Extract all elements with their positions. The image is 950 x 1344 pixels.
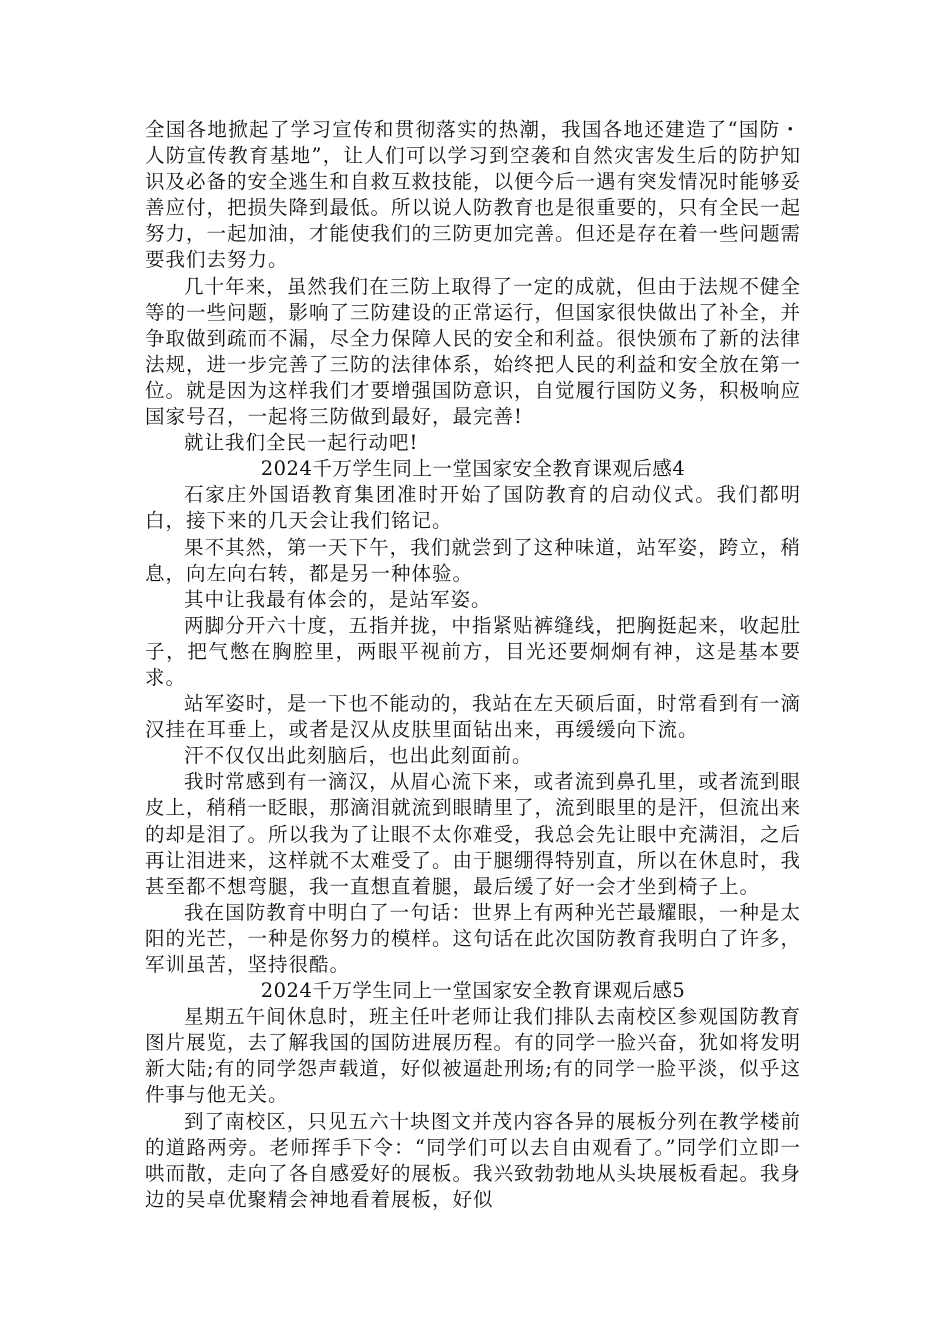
paragraph: 其中让我最有体会的，是站军姿。: [184, 587, 492, 611]
paragraph: 就让我们全民一起行动吧!: [184, 431, 419, 455]
paragraph: 汗不仅仅出此刻脑后，也出此刻面前。: [184, 744, 533, 768]
document-page: [145, 117, 801, 1213]
paragraph: 我时常感到有一滴汉，从眉心流下来，或者流到鼻孔里，或者流到眼皮上，稍稍一眨眼，那滴泪就流到眼睛里了，流到眼里的是汗，但流出来的却是泪了。所以我为了让眼不太你难受，我总会先让眼中充满泪，之后再让泪进来，这样就不太难受了。由于腿绷得特别直，所以在休息时，我甚至都不想弯腿，我一直想直着腿，最后缓了好一会才坐到椅子上。: [145, 770, 802, 898]
paragraph: 几十年来，虽然我们在三防上取得了一定的成就，但由于法规不健全等的一些问题，影响了三防建设的正常运行，但国家很快做出了补全，并争取做到疏而不漏，尽全力保障人民的安全和利益。很快颁布了新的法律法规，进一步完善了三防的法律体系，始终把人民的利益和安全放在第一位。就是因为这样我们才要增强国防意识，自觉履行国防义务，积极响应国家号召，一起将三防做到最好，最完善!: [145, 274, 802, 429]
paragraph: 两脚分开六十度，五指并拢，中指紧贴裤缝线，把胸挺起来，收起肚子，把气憋在胸腔里，两眼平视前方，目光还要炯炯有神，这是基本要求。: [145, 613, 801, 689]
paragraph: 星期五午间休息时，班主任叶老师让我们排队去南校区参观国防教育图片展览，去了解我国的国防进展历程。有的同学一脸兴奋，犹如将发明新大陆;有的同学怨声载道，好似被逼赴刑场;有的同学一脸平淡，似乎这件事与他无关。: [145, 1005, 802, 1107]
paragraph: 果不其然，第一天下午，我们就尝到了这种味道，站军姿，跨立，稍息，向左向右转，都是另一种体验。: [145, 535, 801, 585]
paragraph: 石家庄外国语教育集团准时开始了国防教育的启动仪式。我们都明白，接下来的几天会让我们铭记。: [145, 483, 801, 533]
section-heading: 2024千万学生同上一堂国家安全教育课观后感5: [260, 979, 686, 1003]
paragraph: 我在国防教育中明白了一句话：世界上有两种光芒最耀眼，一种是太阳的光芒，一种是你努力的模样。这句话在此次国防教育我明白了许多，军训虽苦，坚持很酷。: [145, 900, 802, 976]
paragraph: 站军姿时，是一下也不能动的，我站在左天硕后面，时常看到有一滴汉挂在耳垂上，或者是汉从皮肤里面钻出来，再缓缓向下流。: [145, 692, 801, 742]
paragraph: 全国各地掀起了学习宣传和贯彻落实的热潮，我国各地还建造了“国防・人防宣传教育基地”，让人们可以学习到空袭和自然灾害发生后的防护知识及必备的安全逃生和自救互救技能，以便今后一遇有突发情况时能够妥善应付，把损失降到最低。所以说人防教育也是很重要的，只有全民一起努力，一起加油，才能使我们的三防更加完善。但还是存在着一些问题需要我们去努力。: [145, 118, 802, 272]
paragraph: 到了南校区，只见五六十块图文并茂内容各异的展板分列在教学楼前的道路两旁。老师挥手下令：“同学们可以去自由观看了。”同学们立即一哄而散，走向了各自感爱好的展板。我兴致勃勃地从头块展板看起。我身边的吴卓优聚精会神地看着展板，好似: [145, 1109, 802, 1211]
section-heading: 2024千万学生同上一堂国家安全教育课观后感4: [260, 457, 686, 481]
